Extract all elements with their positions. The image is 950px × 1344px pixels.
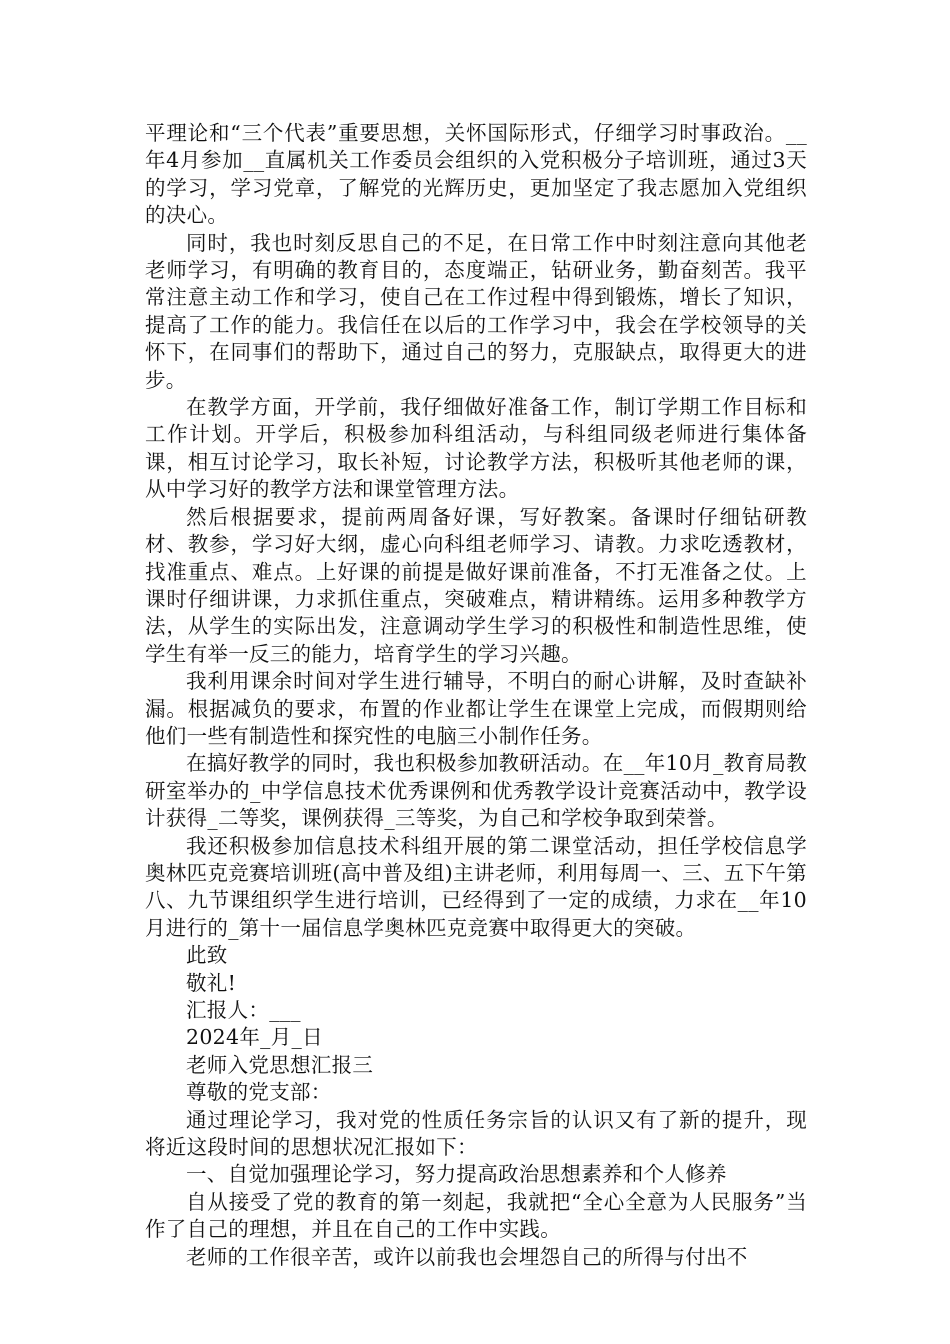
paragraph: 通过理论学习，我对党的性质任务宗旨的认识又有了新的提升，现将近这段时间的思想状况汇报如下： <box>145 1107 807 1160</box>
paragraph: 一、自觉加强理论学习，努力提高政治思想素养和个人修养 <box>186 1162 727 1187</box>
paragraph: 然后根据要求，提前两周备好课，写好教案。备课时仔细钻研教材、教参，学习好大纲，虚心向科组老师学习、请教。力求吃透教材，找准重点、难点。上好课的前提是做好课前准备，不打无准备之仗。上课时仔细讲课，力求抓住重点，突破难点，精讲精练。运用多种教学方法，从学生的实际出发，注意调动学生学习的积极性和制造性思维，使学生有举一反三的能力，培育学生的学习兴趣。 <box>145 504 807 666</box>
document-body <box>145 120 807 1271</box>
paragraph: 老师的工作很辛苦，或许以前我也会埋怨自己的所得与付出不 <box>186 1244 748 1269</box>
paragraph: 尊敬的党支部： <box>186 1080 332 1105</box>
paragraph: 自从接受了党的教育的第一刻起，我就把“全心全意为人民服务”当作了自己的理想，并且在自己的工作中实践。 <box>145 1189 807 1242</box>
paragraph: 在教学方面，开学前，我仔细做好准备工作，制订学期工作目标和工作计划。开学后，积极参加科组活动，与科组同级老师进行集体备课，相互讨论学习，取长补短，讨论教学方法，积极听其他老师的课，从中学习好的教学方法和课堂管理方法。 <box>145 395 807 502</box>
paragraph: 平理论和“三个代表”重要思想，关怀国际形式，仔细学习时事政治。__年4月参加__直属机关工作委员会组织的入党积极分子培训班，通过3天的学习，学习党章，了解党的光辉历史，更加坚定了我志愿加入党组织的决心。 <box>145 121 807 228</box>
paragraph: 我利用课余时间对学生进行辅导，不明白的耐心讲解，及时查缺补漏。根据减负的要求，布置的作业都让学生在课堂上完成，而假期则给他们一些有制造性和探究性的电脑三小制作任务。 <box>145 669 807 748</box>
paragraph: 在搞好教学的同时，我也积极参加教研活动。在__年10月_教育局教研室举办的_中学信息技术优秀课例和优秀教学设计竞赛活动中，教学设计获得_二等奖，课例获得_三等奖，为自己和学校争取到荣誉。 <box>145 751 807 831</box>
paragraph: 此致 <box>186 943 228 968</box>
paragraph: 敬礼! <box>186 970 237 995</box>
paragraph: 我还积极参加信息技术科组开展的第二课堂活动，担任学校信息学奥林匹克竞赛培训班(高中普及组)主讲老师，利用每周一、三、五下午第八、九节课组织学生进行培训，已经得到了一定的成绩，力求在__年10月进行的_第十一届信息学奥林匹克竞赛中取得更大的突破。 <box>145 833 807 940</box>
paragraph: 汇报人：___ <box>186 998 301 1022</box>
paragraph: 同时，我也时刻反思自己的不足，在日常工作中时刻注意向其他老老师学习，有明确的教育目的，态度端正，钻研业务，勤奋刻苦。我平常注意主动工作和学习，使自己在工作过程中得到锻炼，增长了知识，提高了工作的能力。我信任在以后的工作学习中，我会在学校领导的关怀下，在同事们的帮助下，通过自己的努力，克服缺点，取得更大的进步。 <box>145 230 807 392</box>
paragraph: 老师入党思想汇报三 <box>186 1052 374 1077</box>
paragraph: 2024年_月_日 <box>186 1025 323 1050</box>
